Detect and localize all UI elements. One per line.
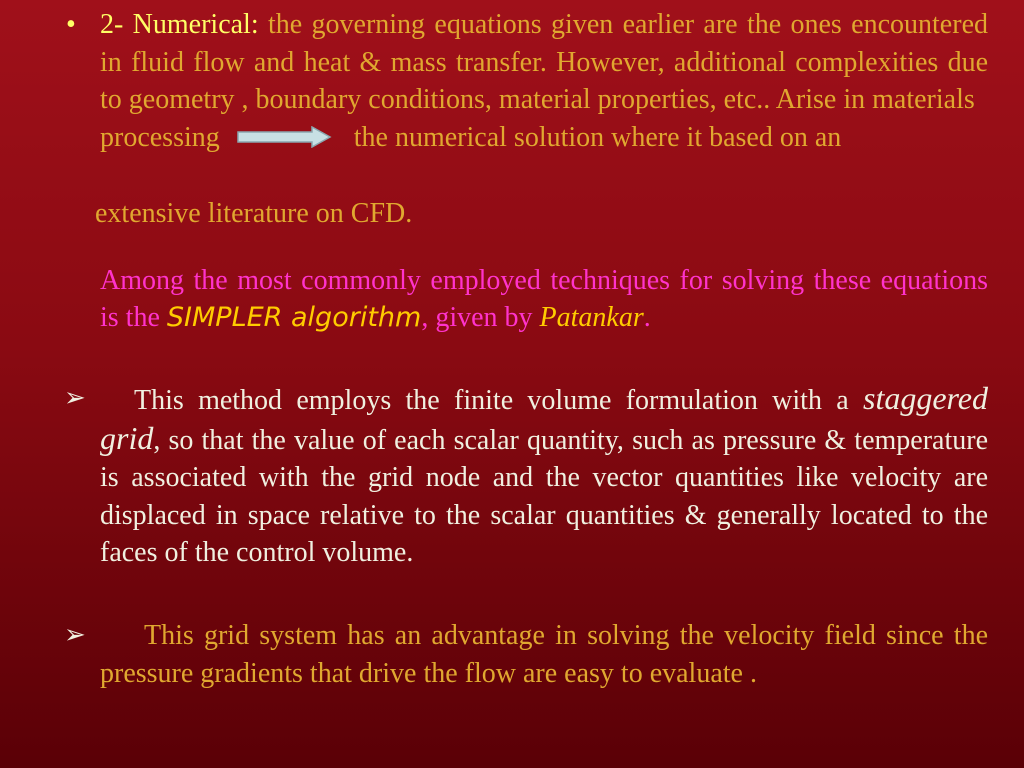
bullet-arrowhead-2: ➢ [64,620,86,650]
bullet-arrowhead-1: ➢ [64,383,86,413]
paragraph-grid-advantage [100,617,988,692]
paragraph-simpler [100,262,988,336]
simpler-text-before: Among the most commonly employed techniques for solving these equations is the [100,265,988,333]
processing-word: processing [100,121,220,153]
numerical-last-line [100,119,988,157]
fv-text-after: , so that the value of each scalar quantity, such as pressure & temperature is associated with the grid node and the vector quantities like velocity are displaced in space relative to the scalar quantities & generally located to the faces of the control volume. [100,424,988,568]
staggered-grid-term: staggered grid [100,380,988,456]
simpler-text-end: . [643,302,651,333]
fv-text-before: This method employs the finite volume formulation with a [134,385,849,416]
paragraph-numerical [100,6,988,156]
simpler-text-middle: , given by [421,302,533,333]
numerical-continuation: extensive literature on CFD. [95,198,413,229]
simpler-algorithm-name: SIMPLER algorithm [166,302,422,333]
bullet-dot: • [66,9,76,40]
numerical-body: the governing equations given earlier are the ones encountered in fluid flow and heat & mass transfer. However, additional complexities due to geometry , boundary conditions, material properties, etc.. Arise in materials [100,9,988,115]
numerical-heading: 2- Numerical: [100,9,259,40]
author-name: Patankar [539,302,644,333]
grid-advantage-text: This grid system has an advantage in solving the velocity field since the pressure gradients that drive the flow are easy to evaluate . [100,620,988,689]
right-arrow-icon [236,126,332,148]
numerical-solution-text: the numerical solution where it based on an [353,121,842,153]
paragraph-finite-volume [100,380,988,572]
